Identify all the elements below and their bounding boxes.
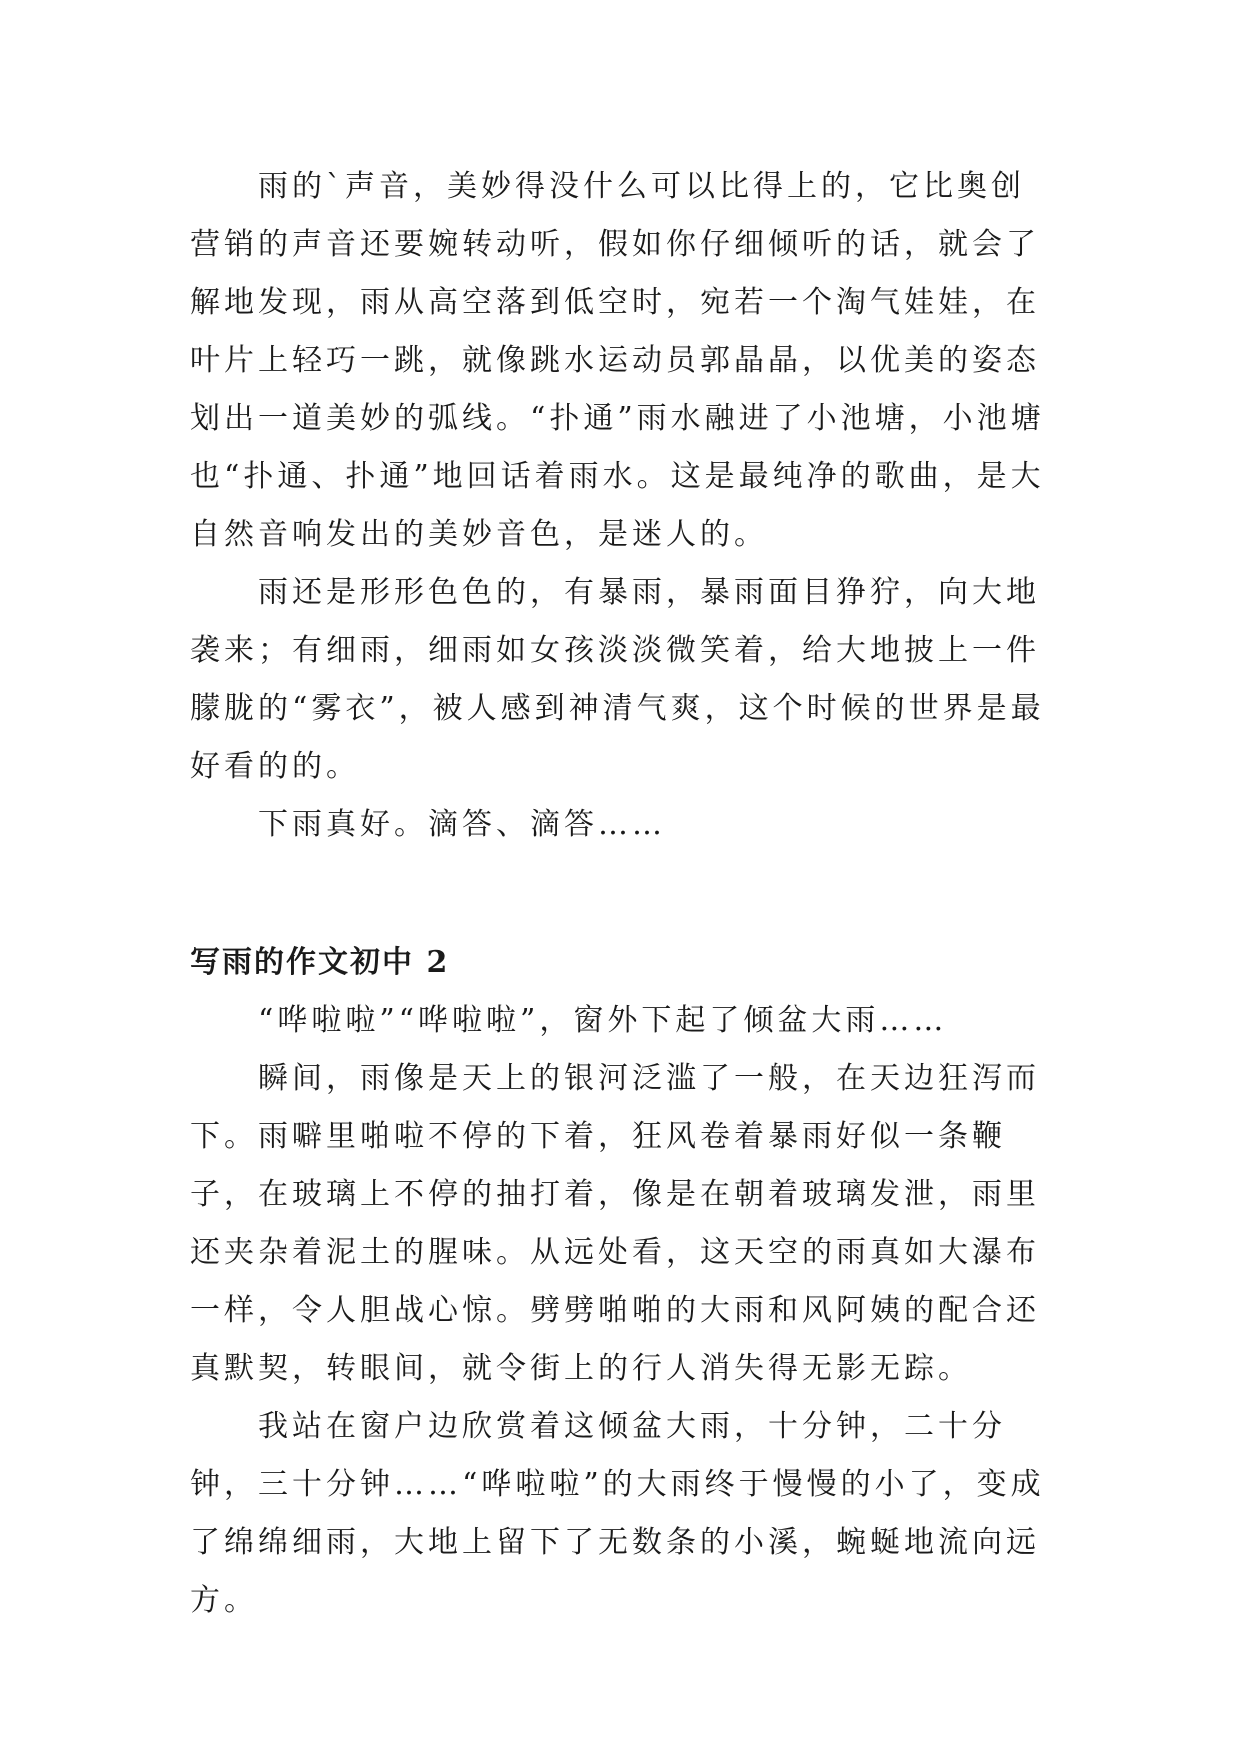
section-title: 写雨的作文初中 2 (190, 945, 450, 980)
paragraph: 雨还是形形色色的，有暴雨，暴雨面目狰狞，向大地袭来；有细雨，细雨如女孩淡淡微笑着，给大地披上一件朦胧的“雾衣”，被人感到神清气爽，这个时候的世界是最好看的的。 (190, 575, 1045, 784)
paragraph: 雨的`声音，美妙得没什么可以比得上的，它比奥创营销的声音还要婉转动听，假如你仔细倾听的话，就会了解地发现，雨从高空落到低空时，宛若一个淘气娃娃，在叶片上轻巧一跳，就像跳水运动员郭晶晶，以优美的姿态划出一道美妙的弧线。“扑通”雨水融进了小池塘，小池塘也“扑通、扑通”地回话着雨水。这是最纯净的歌曲，是大自然音响发出的美妙音色，是迷人的。 (190, 169, 1045, 552)
paragraph: 我站在窗户边欣赏着这倾盆大雨，十分钟，二十分钟，三十分钟……“哗啦啦”的大雨终于慢慢的小了，变成了绵绵细雨，大地上留下了无数条的小溪，蜿蜒地流向远方。 (190, 1409, 1045, 1618)
document-body (190, 158, 1050, 1630)
paragraph: 瞬间，雨像是天上的银河泛滥了一般，在天边狂泻而下。雨噼里啪啦不停的下着，狂风卷着暴雨好似一条鞭子，在玻璃上不停的抽打着，像是在朝着玻璃发泄，雨里还夹杂着泥土的腥味。从远处看，这天空的雨真如大瀑布一样，令人胆战心惊。劈劈啪啪的大雨和风阿姨的配合还真默契，转眼间，就令街上的行人消失得无影无踪。 (190, 1061, 1040, 1386)
paragraph: 下雨真好。滴答、滴答…… (258, 807, 666, 842)
paragraph: “哗啦啦”“哗啦啦”，窗外下起了倾盆大雨…… (258, 1003, 948, 1038)
